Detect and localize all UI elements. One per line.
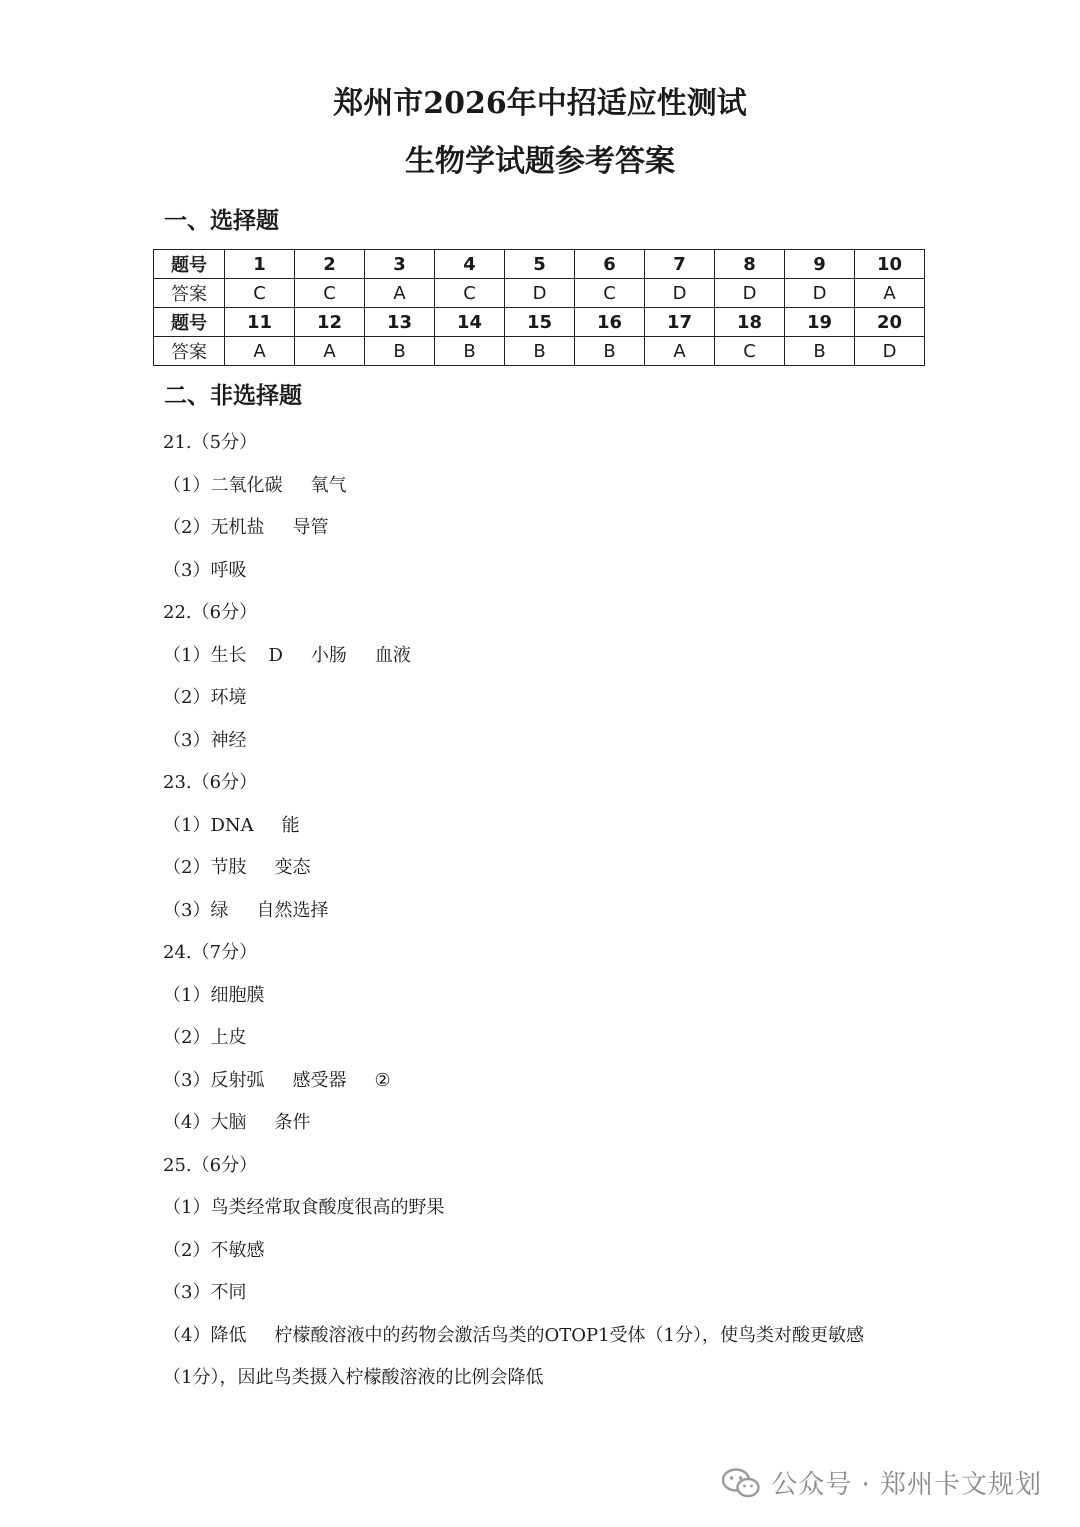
- question-number-cell: 9: [785, 250, 855, 279]
- answer-line: [163, 1108, 864, 1151]
- answer-line: [163, 641, 864, 684]
- question-number-cell: 15: [505, 308, 575, 337]
- answer-line: [163, 853, 864, 896]
- question-number-cell: 20: [855, 308, 925, 337]
- answer-cell: A: [225, 337, 295, 366]
- answer-line: [163, 513, 864, 556]
- answer-line: [163, 1363, 864, 1406]
- answer-line: [163, 1278, 864, 1321]
- question-header: 23.（6分）: [163, 772, 258, 793]
- answer-text: 能: [281, 814, 300, 836]
- answer-row: [154, 337, 925, 366]
- question-number-cell: 4: [435, 250, 505, 279]
- answer-cell: C: [715, 337, 785, 366]
- answer-cell: B: [505, 337, 575, 366]
- question-number-row: [154, 308, 925, 337]
- answer-cell: D: [715, 279, 785, 308]
- answer-cell: D: [855, 337, 925, 366]
- question-header: 22.（6分）: [163, 602, 258, 623]
- answer-text: （2）上皮: [163, 1027, 247, 1048]
- answer-text: 感受器: [292, 1069, 347, 1091]
- answer-text: （4）降低: [163, 1324, 247, 1346]
- answer-cell: C: [435, 279, 505, 308]
- answer-line: [163, 1193, 864, 1236]
- question-number-cell: 2: [295, 250, 365, 279]
- question-number-cell: 1: [225, 250, 295, 279]
- answer-text: 血液: [374, 644, 411, 666]
- answer-cell: D: [505, 279, 575, 308]
- question-number-cell: 12: [295, 308, 365, 337]
- answer-cell: A: [645, 337, 715, 366]
- question-header: 25.（6分）: [163, 1154, 258, 1176]
- section-heading-choice: 一、选择题: [164, 208, 279, 234]
- question-number-cell: 18: [715, 308, 785, 337]
- answer-text: （3）绿: [163, 899, 229, 921]
- question-number-row: [154, 250, 925, 279]
- page-title: 郑州市2026年中招适应性测试: [333, 86, 747, 121]
- question-header: 24.（7分）: [163, 942, 258, 963]
- answer-text: 柠檬酸溶液中的药物会激活鸟类的OTOP1受体（1分），使鸟类对酸更敏感: [274, 1324, 864, 1346]
- question-number-cell: 19: [785, 308, 855, 337]
- answer-line: [163, 1236, 864, 1279]
- question-number-cell: 14: [435, 308, 505, 337]
- question-header: 21.（5分）: [163, 432, 258, 453]
- answer-text: （3）神经: [163, 729, 247, 751]
- row-label-number: 题号: [154, 308, 225, 337]
- answer-text: （2）节肢: [163, 857, 247, 878]
- answer-line: [163, 896, 864, 939]
- row-label-number: 题号: [154, 250, 225, 279]
- answer-text: （2）无机盐: [163, 517, 265, 538]
- answer-text: （1）二氧化碳: [163, 474, 283, 496]
- answer-line: [163, 1066, 864, 1109]
- answer-text: （2）不敏感: [163, 1239, 265, 1261]
- answer-text: （4）大脑: [163, 1112, 247, 1133]
- answer-text: （3）不同: [163, 1282, 247, 1303]
- answer-cell: C: [225, 279, 295, 308]
- answer-line: [163, 683, 864, 726]
- answer-text: 条件: [274, 1112, 311, 1133]
- answer-line: [163, 811, 864, 854]
- answer-line: [163, 1023, 864, 1066]
- question-number-cell: 7: [645, 250, 715, 279]
- answer-cell: A: [365, 279, 435, 308]
- answer-cell: C: [295, 279, 365, 308]
- question-number-cell: 16: [575, 308, 645, 337]
- answer-list: [163, 428, 864, 1406]
- answer-text: （2）环境: [163, 687, 247, 708]
- row-label-answer: 答案: [154, 337, 225, 366]
- answer-text: 小肠: [310, 644, 347, 666]
- answer-cell: A: [855, 279, 925, 308]
- answer-cell: B: [785, 337, 855, 366]
- answer-text: （1分），因此鸟类摄入柠檬酸溶液的比例会降低: [163, 1367, 544, 1388]
- question-number-cell: 6: [575, 250, 645, 279]
- answer-table: [153, 249, 925, 366]
- question-number-cell: 13: [365, 308, 435, 337]
- answer-line: [163, 1321, 864, 1364]
- answer-cell: D: [645, 279, 715, 308]
- wechat-icon: [721, 1467, 761, 1499]
- answer-text: （1）细胞膜: [163, 984, 265, 1006]
- answer-row: [154, 279, 925, 308]
- row-label-answer: 答案: [154, 279, 225, 308]
- page-subtitle: 生物学试题参考答案: [405, 144, 675, 179]
- answer-text: （3）呼吸: [163, 559, 247, 581]
- answer-text: 变态: [274, 857, 311, 878]
- answer-line: [163, 556, 864, 599]
- answer-text: 导管: [292, 517, 329, 538]
- answer-text: （1）生长: [163, 644, 247, 666]
- answer-text: （3）反射弧: [163, 1069, 265, 1091]
- answer-text: （1）鸟类经常取食酸度很高的野果: [163, 1197, 445, 1218]
- answer-line: [163, 471, 864, 514]
- question-number-cell: 10: [855, 250, 925, 279]
- question-number-cell: 17: [645, 308, 715, 337]
- answer-cell: A: [295, 337, 365, 366]
- answer-cell: B: [575, 337, 645, 366]
- answer-text: 氧气: [310, 474, 347, 496]
- footer-watermark: [721, 1464, 1042, 1501]
- answer-cell: B: [435, 337, 505, 366]
- answer-cell: B: [365, 337, 435, 366]
- footer-text: 公众号 · 郑州卡文规划: [771, 1470, 1042, 1500]
- question-number-cell: 8: [715, 250, 785, 279]
- question-number-cell: 5: [505, 250, 575, 279]
- answer-text: D: [268, 644, 283, 666]
- answer-line: [163, 726, 864, 769]
- answer-text: （1）DNA: [163, 814, 254, 836]
- answer-cell: D: [785, 279, 855, 308]
- answer-text: 自然选择: [256, 899, 329, 921]
- section-heading-nonchoice: 二、非选择题: [164, 383, 302, 409]
- answer-cell: C: [575, 279, 645, 308]
- answer-line: [163, 981, 864, 1024]
- answer-text: ②: [374, 1069, 391, 1091]
- question-number-cell: 3: [365, 250, 435, 279]
- question-number-cell: 11: [225, 308, 295, 337]
